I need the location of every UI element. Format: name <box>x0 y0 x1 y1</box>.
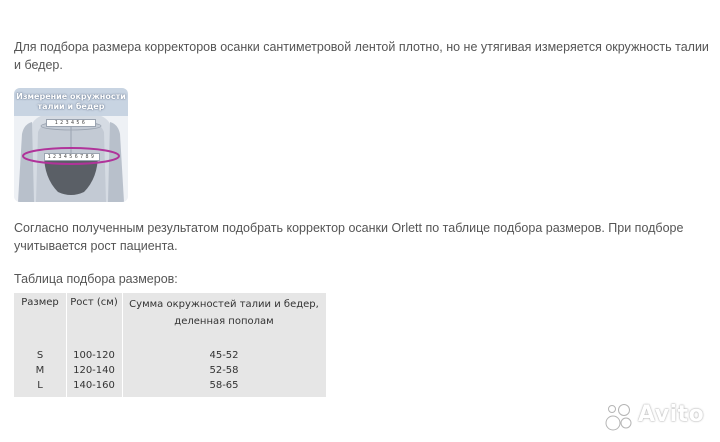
header-sum-line1: Сумма окружностей талии и бедер, <box>129 299 319 310</box>
intro-paragraph: Для подбора размера корректоров осанки сантиметровой лентой плотно, но не утягивая измеряется окружность талии и бедер. <box>14 40 709 72</box>
header-sum-line2: деленная пополам <box>174 316 274 327</box>
table-row <box>14 379 326 393</box>
cell-sum: 58-65 <box>209 380 239 391</box>
measuring-tape-waist: 123456 <box>46 119 96 127</box>
cell-height: 120-140 <box>73 365 115 376</box>
result-paragraph: Согласно полученным результатом подобрать корректор осанки Orlett по таблице подбора размеров. При подборе учитывается рост пациента. <box>14 221 684 253</box>
table-row <box>14 349 326 363</box>
header-height: Рост (см) <box>70 297 118 308</box>
figure-title-line1: Измерение окружности <box>16 92 126 101</box>
header-sum <box>122 296 326 330</box>
cell-height: 100-120 <box>73 350 115 361</box>
size-table <box>14 293 326 397</box>
table-row <box>14 364 326 378</box>
measuring-tape-hips: 123456789 <box>44 153 100 161</box>
watermark-text: Avito <box>638 402 705 427</box>
cell-size: S <box>36 350 44 361</box>
cell-size: M <box>35 365 45 376</box>
avito-watermark <box>604 398 710 434</box>
cell-size: L <box>37 380 43 391</box>
cell-sum: 52-58 <box>209 365 239 376</box>
cell-height: 140-160 <box>73 380 115 391</box>
header-size: Размер <box>21 297 59 308</box>
table-caption: Таблица подбора размеров: <box>14 272 178 286</box>
figure-title-line2: талии и бедер <box>37 102 105 111</box>
avito-logo-icon <box>604 401 636 433</box>
measurement-illustration <box>14 88 128 202</box>
cell-sum: 45-52 <box>209 350 239 361</box>
